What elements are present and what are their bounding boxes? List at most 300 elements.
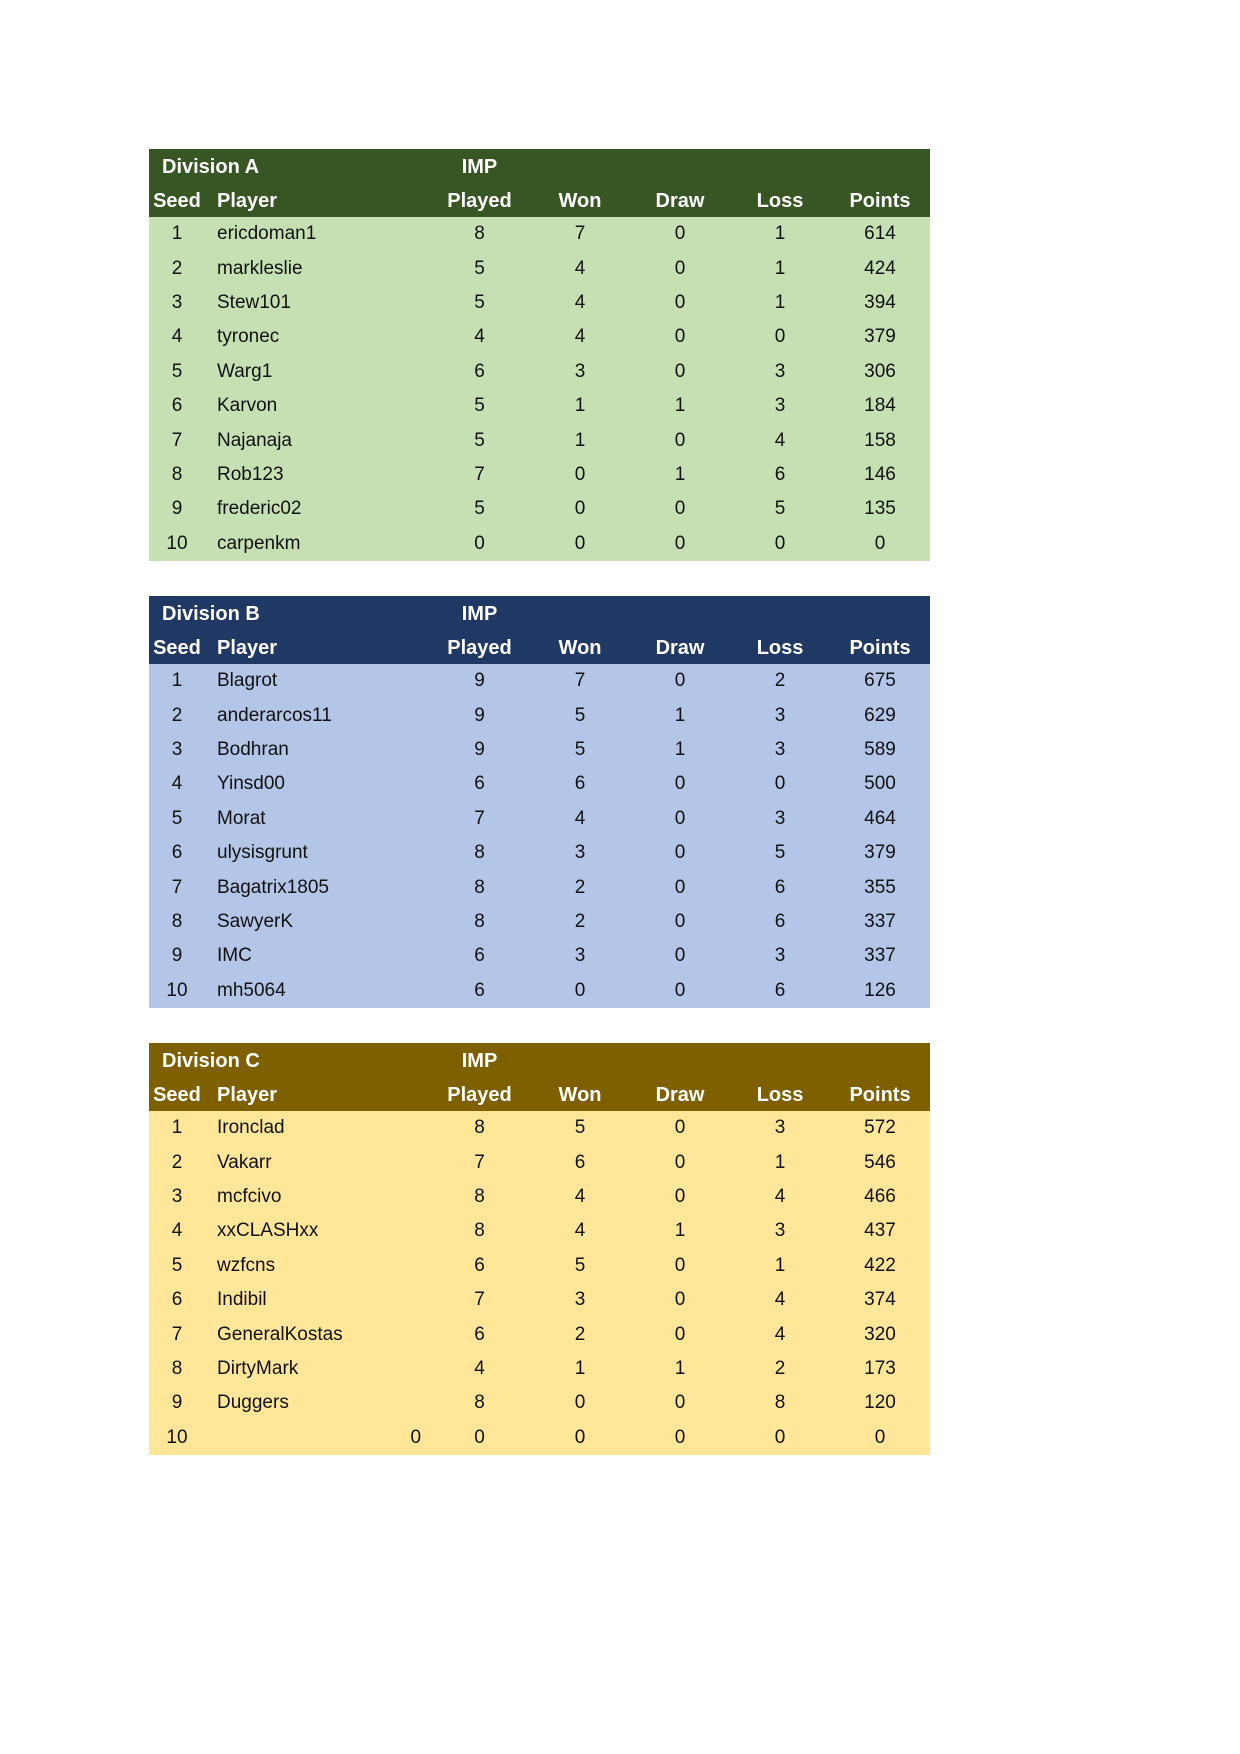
table-row xyxy=(149,1352,930,1386)
extra-cell xyxy=(369,664,429,698)
won-cell: 0 xyxy=(574,498,586,520)
points-cell: 589 xyxy=(864,738,896,760)
extra-cell xyxy=(369,389,429,423)
draw-cell: 0 xyxy=(674,842,686,864)
draw-cell: 0 xyxy=(674,1117,686,1139)
table-row xyxy=(149,492,930,526)
played-cell: 8 xyxy=(474,876,485,898)
extra-cell xyxy=(369,870,429,904)
won-cell: 5 xyxy=(574,1117,586,1139)
seed-cell: 8 xyxy=(171,1357,183,1379)
table-row xyxy=(149,355,930,389)
extra-cell: 0 xyxy=(410,1426,422,1448)
loss-header: Loss xyxy=(756,1083,804,1106)
played-cell: 6 xyxy=(474,945,485,967)
seed-header: Seed xyxy=(153,1083,201,1106)
played-cell: 7 xyxy=(474,1151,485,1173)
loss-cell: 3 xyxy=(774,738,786,760)
header-spacer xyxy=(369,632,429,664)
extra-cell xyxy=(369,974,429,1008)
header-spacer xyxy=(830,149,930,185)
points-cell: 546 xyxy=(864,1151,896,1173)
division-c-table xyxy=(149,1043,916,1455)
division-b-table xyxy=(149,596,916,1008)
won-cell: 6 xyxy=(574,773,586,795)
won-cell: 5 xyxy=(574,1254,586,1276)
draw-cell: 0 xyxy=(674,910,686,932)
table-row xyxy=(149,698,930,732)
played-cell: 8 xyxy=(474,1117,485,1139)
points-cell: 424 xyxy=(864,257,896,279)
extra-cell xyxy=(369,458,429,492)
points-cell: 337 xyxy=(864,945,896,967)
points-cell: 184 xyxy=(864,395,896,417)
loss-cell: 0 xyxy=(774,326,786,348)
points-cell: 126 xyxy=(864,979,896,1001)
loss-cell: 1 xyxy=(774,1151,786,1173)
table-row xyxy=(149,1283,930,1317)
played-cell: 0 xyxy=(474,1426,485,1448)
loss-cell: 5 xyxy=(774,842,786,864)
loss-cell: 6 xyxy=(774,910,786,932)
seed-cell: 3 xyxy=(171,1185,183,1207)
won-cell: 1 xyxy=(574,429,586,451)
draw-cell: 1 xyxy=(674,1357,686,1379)
player-cell: Indibil xyxy=(217,1289,267,1311)
table-row xyxy=(149,286,930,320)
draw-cell: 1 xyxy=(674,1220,686,1242)
seed-cell: 6 xyxy=(171,395,183,417)
won-cell: 2 xyxy=(574,876,586,898)
seed-cell: 10 xyxy=(166,532,188,554)
player-cell: anderarcos11 xyxy=(217,704,332,726)
points-cell: 379 xyxy=(864,326,896,348)
played-cell: 4 xyxy=(474,326,485,348)
player-cell: DirtyMark xyxy=(217,1357,299,1379)
table-row xyxy=(149,1421,930,1455)
table-row xyxy=(149,939,930,973)
loss-cell: 6 xyxy=(774,876,786,898)
extra-cell xyxy=(369,1145,429,1179)
points-cell: 158 xyxy=(864,429,896,451)
played-cell: 8 xyxy=(474,842,485,864)
played-cell: 0 xyxy=(474,532,485,554)
extra-cell xyxy=(369,1386,429,1420)
draw-cell: 0 xyxy=(674,876,686,898)
standings-table xyxy=(149,596,930,1008)
won-cell: 6 xyxy=(574,1151,586,1173)
loss-cell: 0 xyxy=(774,532,786,554)
player-cell: Duggers xyxy=(217,1392,289,1414)
header-spacer xyxy=(630,596,730,632)
player-cell: frederic02 xyxy=(217,498,302,520)
draw-header: Draw xyxy=(655,636,705,659)
loss-cell: 3 xyxy=(774,945,786,967)
seed-cell: 3 xyxy=(171,291,183,313)
points-cell: 614 xyxy=(864,223,896,245)
header-spacer xyxy=(730,149,830,185)
player-cell: Ironclad xyxy=(217,1117,285,1139)
played-cell: 9 xyxy=(474,738,485,760)
player-cell: markleslie xyxy=(217,257,303,279)
won-cell: 0 xyxy=(574,1426,586,1448)
seed-cell: 7 xyxy=(171,429,183,451)
won-header: Won xyxy=(558,636,602,659)
extra-cell xyxy=(369,492,429,526)
player-cell: tyronec xyxy=(217,326,280,348)
header-row-columns xyxy=(149,1079,930,1111)
seed-cell: 3 xyxy=(171,738,183,760)
draw-cell: 0 xyxy=(674,1426,686,1448)
table-row xyxy=(149,423,930,457)
seed-cell: 7 xyxy=(171,876,183,898)
won-cell: 3 xyxy=(574,360,586,382)
draw-cell: 0 xyxy=(674,1185,686,1207)
seed-cell: 9 xyxy=(171,1392,183,1414)
draw-cell: 0 xyxy=(674,670,686,692)
draw-header: Draw xyxy=(655,189,705,212)
won-cell: 4 xyxy=(574,291,586,313)
seed-cell: 9 xyxy=(171,945,183,967)
draw-cell: 0 xyxy=(674,532,686,554)
loss-cell: 1 xyxy=(774,1254,786,1276)
extra-cell xyxy=(369,1317,429,1351)
player-cell: Rob123 xyxy=(217,463,284,485)
won-cell: 4 xyxy=(574,1220,586,1242)
won-cell: 4 xyxy=(574,1185,586,1207)
played-cell: 9 xyxy=(474,704,485,726)
played-cell: 5 xyxy=(474,498,485,520)
played-cell: 4 xyxy=(474,1357,485,1379)
seed-cell: 4 xyxy=(171,326,183,348)
table-row xyxy=(149,527,930,561)
points-cell: 394 xyxy=(864,291,896,313)
loss-cell: 8 xyxy=(774,1392,786,1414)
table-row xyxy=(149,1180,930,1214)
draw-cell: 0 xyxy=(674,291,686,313)
draw-cell: 0 xyxy=(674,1323,686,1345)
draw-cell: 0 xyxy=(674,979,686,1001)
player-cell: SawyerK xyxy=(217,910,294,932)
draw-cell: 0 xyxy=(674,223,686,245)
draw-cell: 1 xyxy=(674,738,686,760)
header-spacer xyxy=(830,1043,930,1079)
won-cell: 0 xyxy=(574,1392,586,1414)
points-cell: 146 xyxy=(864,463,896,485)
played-cell: 8 xyxy=(474,1392,485,1414)
table-row xyxy=(149,1111,930,1145)
header-spacer xyxy=(369,1079,429,1111)
imp-header: IMP xyxy=(461,155,498,178)
header-spacer xyxy=(530,1043,630,1079)
extra-cell xyxy=(369,286,429,320)
won-cell: 5 xyxy=(574,704,586,726)
player-cell: Karvon xyxy=(217,395,278,417)
table-row xyxy=(149,870,930,904)
extra-cell xyxy=(369,836,429,870)
extra-cell xyxy=(369,1352,429,1386)
seed-header: Seed xyxy=(153,636,201,659)
draw-cell: 0 xyxy=(674,257,686,279)
standings-table xyxy=(149,149,930,561)
points-cell: 629 xyxy=(864,704,896,726)
player-cell: Warg1 xyxy=(217,360,273,382)
extra-cell xyxy=(369,733,429,767)
loss-cell: 4 xyxy=(774,429,786,451)
header-row-title xyxy=(149,596,930,632)
seed-cell: 8 xyxy=(171,463,183,485)
table-row xyxy=(149,1249,930,1283)
extra-cell xyxy=(369,698,429,732)
draw-cell: 1 xyxy=(674,463,686,485)
played-cell: 6 xyxy=(474,979,485,1001)
seed-cell: 10 xyxy=(166,979,188,1001)
points-cell: 320 xyxy=(864,1323,896,1345)
extra-cell xyxy=(369,217,429,251)
header-spacer xyxy=(530,596,630,632)
played-cell: 9 xyxy=(474,670,485,692)
table-row xyxy=(149,905,930,939)
imp-header: IMP xyxy=(461,1049,498,1072)
seed-cell: 2 xyxy=(171,1151,183,1173)
extra-cell xyxy=(369,320,429,354)
loss-cell: 6 xyxy=(774,463,786,485)
points-header: Points xyxy=(849,636,911,659)
player-header: Player xyxy=(217,1083,278,1106)
played-header: Played xyxy=(447,1083,512,1106)
played-cell: 6 xyxy=(474,360,485,382)
played-cell: 5 xyxy=(474,429,485,451)
player-cell: xxCLASHxx xyxy=(217,1220,319,1242)
won-cell: 2 xyxy=(574,910,586,932)
won-cell: 1 xyxy=(574,395,586,417)
extra-cell xyxy=(369,1283,429,1317)
points-cell: 379 xyxy=(864,842,896,864)
player-cell xyxy=(205,1421,369,1455)
played-cell: 5 xyxy=(474,395,485,417)
seed-cell: 4 xyxy=(171,773,183,795)
points-cell: 500 xyxy=(864,773,896,795)
table-row xyxy=(149,1214,930,1248)
played-cell: 6 xyxy=(474,1323,485,1345)
draw-cell: 1 xyxy=(674,704,686,726)
won-cell: 4 xyxy=(574,326,586,348)
player-cell: Bagatrix1805 xyxy=(217,876,329,898)
seed-cell: 5 xyxy=(171,807,183,829)
draw-cell: 0 xyxy=(674,807,686,829)
table-row xyxy=(149,836,930,870)
imp-header: IMP xyxy=(461,602,498,625)
header-spacer xyxy=(830,596,930,632)
loss-cell: 0 xyxy=(774,1426,786,1448)
played-cell: 5 xyxy=(474,291,485,313)
played-cell: 8 xyxy=(474,1185,485,1207)
loss-cell: 1 xyxy=(774,257,786,279)
extra-cell xyxy=(369,1180,429,1214)
player-cell: mh5064 xyxy=(217,979,286,1001)
points-cell: 464 xyxy=(864,807,896,829)
loss-header: Loss xyxy=(756,189,804,212)
draw-cell: 0 xyxy=(674,498,686,520)
seed-cell: 6 xyxy=(171,1289,183,1311)
table-row xyxy=(149,767,930,801)
points-cell: 466 xyxy=(864,1185,896,1207)
table-row xyxy=(149,974,930,1008)
table-row xyxy=(149,389,930,423)
table-row xyxy=(149,1386,930,1420)
points-cell: 422 xyxy=(864,1254,896,1276)
points-cell: 355 xyxy=(864,876,896,898)
table-row xyxy=(149,1317,930,1351)
division-title: Division B xyxy=(162,602,260,625)
seed-cell: 1 xyxy=(171,1117,183,1139)
seed-cell: 8 xyxy=(171,910,183,932)
loss-cell: 3 xyxy=(774,360,786,382)
extra-cell xyxy=(369,1111,429,1145)
extra-cell xyxy=(369,423,429,457)
table-row xyxy=(149,320,930,354)
player-cell: wzfcns xyxy=(217,1254,276,1276)
seed-header: Seed xyxy=(153,189,201,212)
player-cell: ericdoman1 xyxy=(217,223,317,245)
points-cell: 0 xyxy=(874,532,886,554)
loss-cell: 3 xyxy=(774,1220,786,1242)
player-cell: IMC xyxy=(217,945,252,967)
header-spacer xyxy=(530,149,630,185)
header-spacer xyxy=(630,1043,730,1079)
table-row xyxy=(149,458,930,492)
won-cell: 5 xyxy=(574,738,586,760)
table-row xyxy=(149,664,930,698)
draw-cell: 0 xyxy=(674,326,686,348)
header-spacer xyxy=(730,1043,830,1079)
table-row xyxy=(149,251,930,285)
extra-cell xyxy=(369,527,429,561)
extra-cell xyxy=(369,939,429,973)
loss-cell: 5 xyxy=(774,498,786,520)
points-cell: 374 xyxy=(864,1289,896,1311)
points-cell: 135 xyxy=(864,498,896,520)
table-row xyxy=(149,802,930,836)
seed-cell: 5 xyxy=(171,360,183,382)
standings-table xyxy=(149,1043,930,1455)
loss-cell: 1 xyxy=(774,223,786,245)
points-cell: 675 xyxy=(864,670,896,692)
points-header: Points xyxy=(849,1083,911,1106)
header-row-columns xyxy=(149,185,930,217)
draw-cell: 0 xyxy=(674,360,686,382)
loss-cell: 2 xyxy=(774,1357,786,1379)
played-cell: 7 xyxy=(474,463,485,485)
seed-cell: 10 xyxy=(166,1426,188,1448)
won-cell: 0 xyxy=(574,532,586,554)
won-header: Won xyxy=(558,1083,602,1106)
table-row xyxy=(149,733,930,767)
points-cell: 120 xyxy=(864,1392,896,1414)
loss-cell: 4 xyxy=(774,1185,786,1207)
player-cell: Najanaja xyxy=(217,429,292,451)
played-cell: 8 xyxy=(474,223,485,245)
loss-cell: 3 xyxy=(774,704,786,726)
loss-cell: 3 xyxy=(774,395,786,417)
player-cell: GeneralKostas xyxy=(217,1323,343,1345)
header-row-title xyxy=(149,1043,930,1079)
played-header: Played xyxy=(447,636,512,659)
division-a-table xyxy=(149,149,916,561)
won-cell: 0 xyxy=(574,979,586,1001)
extra-cell xyxy=(369,802,429,836)
header-row-title xyxy=(149,149,930,185)
draw-cell: 0 xyxy=(674,1289,686,1311)
player-cell: ulysisgrunt xyxy=(217,842,308,864)
draw-cell: 0 xyxy=(674,1254,686,1276)
won-cell: 3 xyxy=(574,945,586,967)
table-row xyxy=(149,217,930,251)
played-header: Played xyxy=(447,189,512,212)
points-cell: 337 xyxy=(864,910,896,932)
seed-cell: 2 xyxy=(171,704,183,726)
extra-cell xyxy=(369,251,429,285)
draw-cell: 0 xyxy=(674,1392,686,1414)
player-cell: Stew101 xyxy=(217,291,291,313)
loss-cell: 2 xyxy=(774,670,786,692)
loss-cell: 1 xyxy=(774,291,786,313)
extra-cell xyxy=(369,905,429,939)
played-cell: 8 xyxy=(474,910,485,932)
seed-cell: 5 xyxy=(171,1254,183,1276)
loss-cell: 6 xyxy=(774,979,786,1001)
loss-header: Loss xyxy=(756,636,804,659)
player-cell: mcfcivo xyxy=(217,1185,282,1207)
header-spacer xyxy=(630,149,730,185)
loss-cell: 4 xyxy=(774,1289,786,1311)
won-cell: 4 xyxy=(574,257,586,279)
table-row xyxy=(149,1145,930,1179)
extra-cell xyxy=(369,1214,429,1248)
draw-cell: 0 xyxy=(674,773,686,795)
player-header: Player xyxy=(217,636,278,659)
points-cell: 0 xyxy=(874,1426,886,1448)
points-cell: 437 xyxy=(864,1220,896,1242)
draw-cell: 0 xyxy=(674,1151,686,1173)
played-cell: 6 xyxy=(474,773,485,795)
played-cell: 7 xyxy=(474,1289,485,1311)
won-cell: 7 xyxy=(574,670,586,692)
extra-cell xyxy=(369,767,429,801)
extra-cell xyxy=(369,1249,429,1283)
draw-cell: 1 xyxy=(674,395,686,417)
won-cell: 4 xyxy=(574,807,586,829)
seed-cell: 1 xyxy=(171,670,183,692)
draw-cell: 0 xyxy=(674,945,686,967)
seed-cell: 7 xyxy=(171,1323,183,1345)
won-cell: 7 xyxy=(574,223,586,245)
won-cell: 3 xyxy=(574,1289,586,1311)
player-header: Player xyxy=(217,189,278,212)
extra-cell xyxy=(369,355,429,389)
won-cell: 0 xyxy=(574,463,586,485)
draw-header: Draw xyxy=(655,1083,705,1106)
player-cell: Morat xyxy=(217,807,266,829)
played-cell: 5 xyxy=(474,257,485,279)
played-cell: 8 xyxy=(474,1220,485,1242)
seed-cell: 2 xyxy=(171,257,183,279)
won-header: Won xyxy=(558,189,602,212)
header-spacer xyxy=(369,185,429,217)
player-cell: Blagrot xyxy=(217,670,278,692)
points-cell: 572 xyxy=(864,1117,896,1139)
loss-cell: 3 xyxy=(774,1117,786,1139)
